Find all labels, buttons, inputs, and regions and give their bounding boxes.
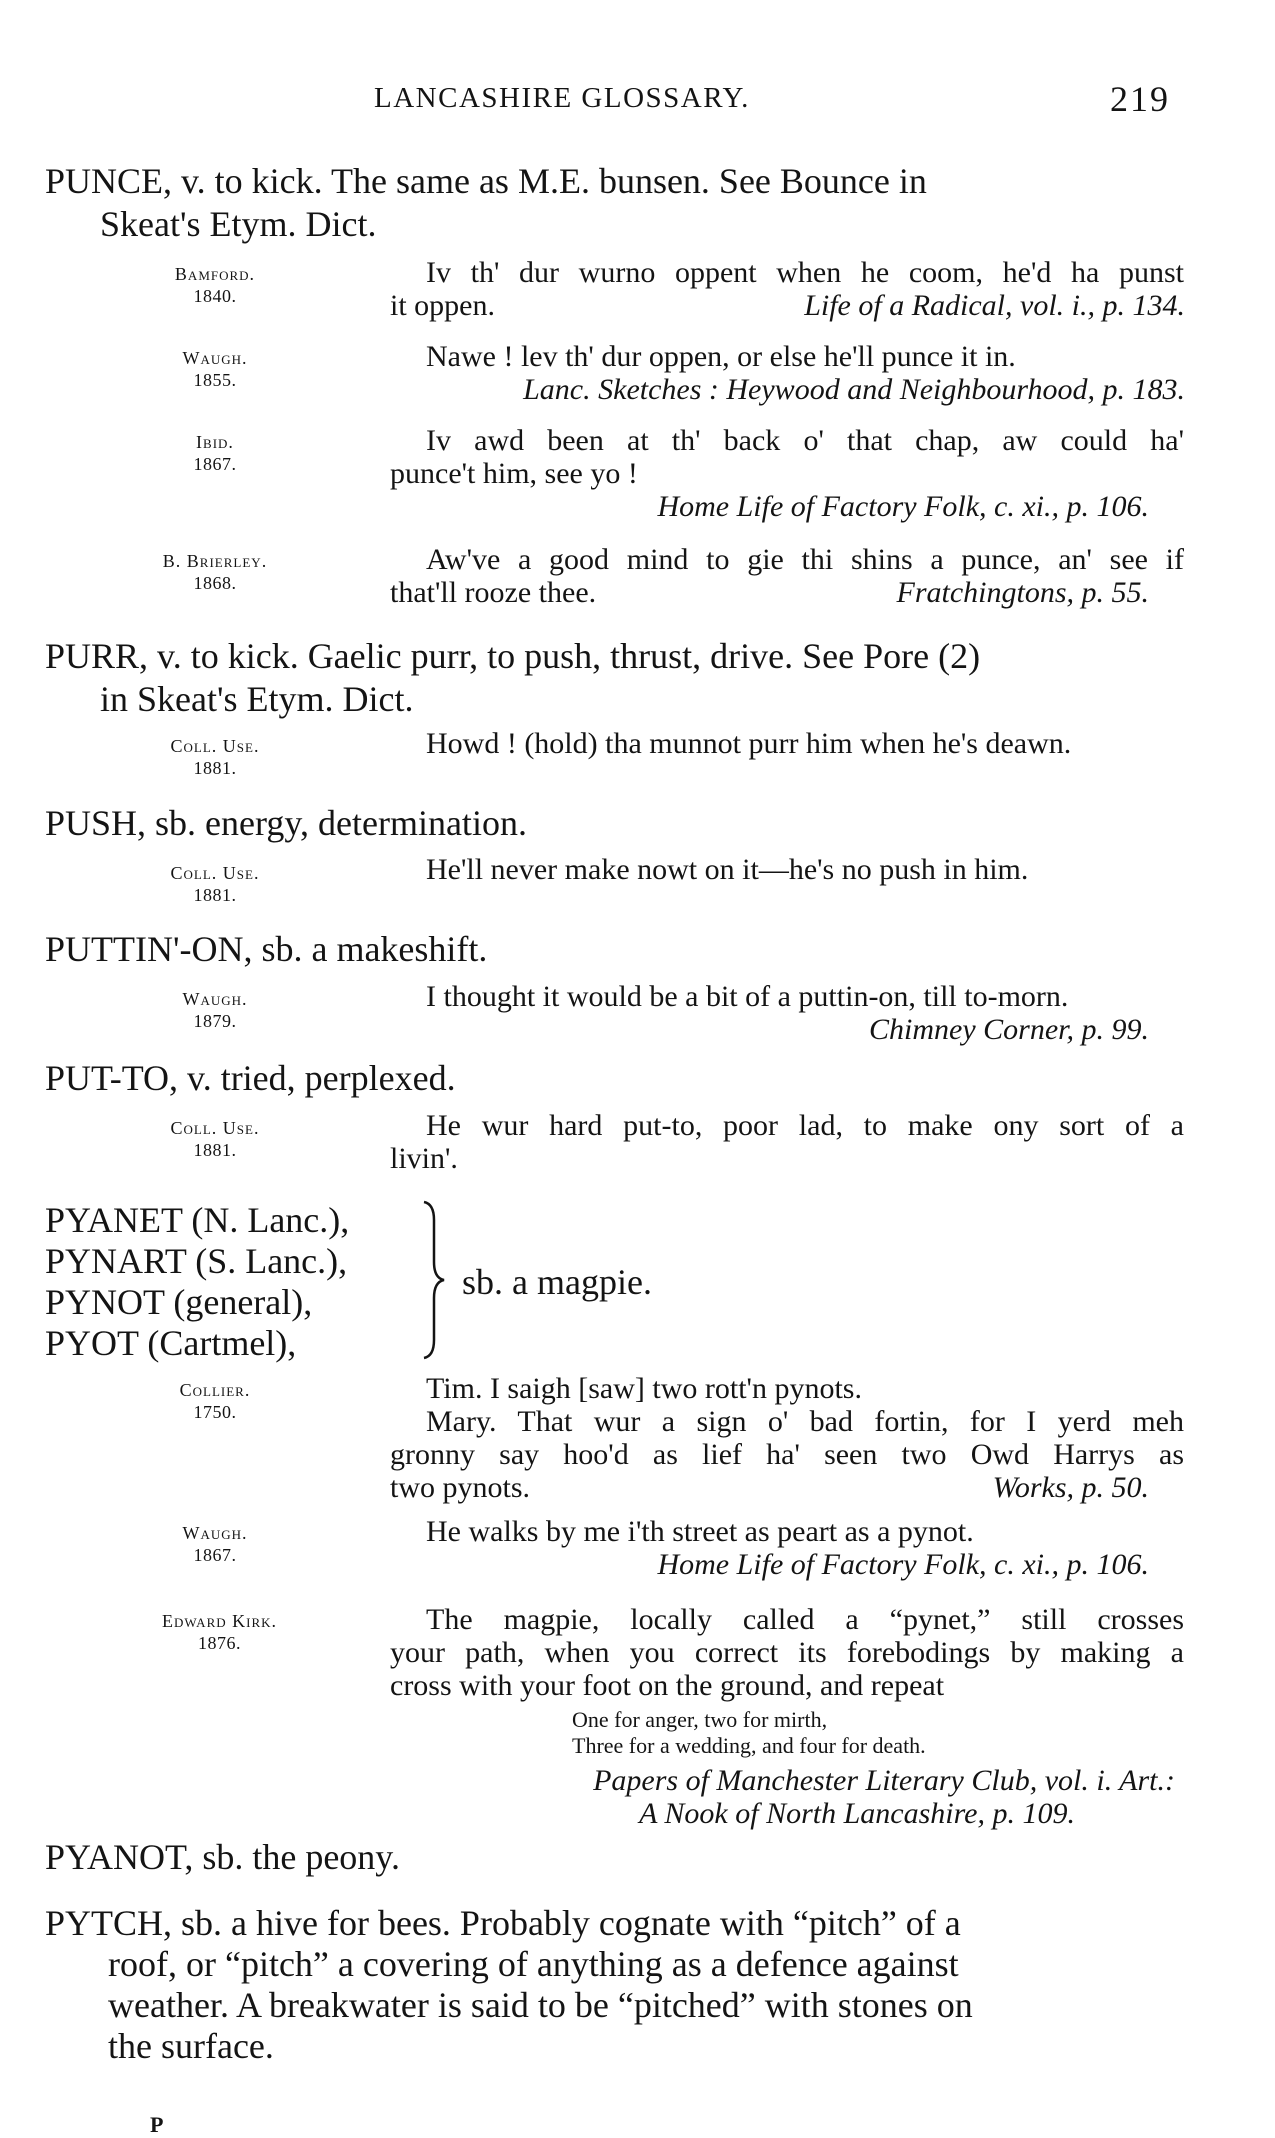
running-title: LANCASHIRE GLOSSARY. (374, 82, 750, 114)
source-year: 1855. (193, 370, 237, 390)
entry-pytch-definition-continued: roof, or “pitch” a covering of anything as a defence against (108, 1944, 959, 1984)
entry-pyanet-headword: PYANET (N. Lanc.), (45, 1200, 350, 1240)
citation: Life of a Radical, vol. i., p. 134. (804, 289, 1185, 322)
source-label (120, 550, 310, 594)
entry-pyanot-headword-line: PYANOT, sb. the peony. (45, 1837, 400, 1877)
source-author: Waugh. (182, 989, 248, 1009)
quote-line: Nawe ! lev th' dur oppen, or else he'll punce it in. (426, 340, 1016, 373)
citation: A Nook of North Lancashire, p. 109. (639, 1797, 1075, 1830)
source-label (140, 1522, 290, 1566)
entry-pytch-definition-continued: weather. A breakwater is said to be “pitched” with stones on (108, 1985, 973, 2025)
source-author: Waugh. (182, 1523, 248, 1543)
source-author: Ibid. (196, 432, 234, 452)
citation: Works, p. 50. (992, 1471, 1149, 1504)
entry-pynot-headword: PYNOT (general), (45, 1282, 313, 1322)
source-year: 1881. (193, 758, 237, 778)
quote-line: livin'. (390, 1142, 458, 1175)
quote-line: He walks by me i'th street as peart as a pynot. (426, 1515, 974, 1548)
quote-line: gronny say hoo'd as lief ha' seen two Owd Harrys as (390, 1438, 1184, 1471)
verse-line: Three for a wedding, and four for death. (572, 1733, 926, 1758)
source-year: 1879. (193, 1011, 237, 1031)
quote-line: Howd ! (hold) tha munnot purr him when he's deawn. (426, 727, 1072, 760)
entry-pytch-definition-continued: the surface. (108, 2026, 274, 2066)
entry-punce-headword-line: PUNCE, v. to kick. The same as M.E. bunsen. See Bounce in (45, 161, 927, 201)
entry-pynart-headword: PYNART (S. Lanc.), (45, 1241, 348, 1281)
citation-title: Papers of Manchester Literary Club, vol. i. Art.: (593, 1764, 1175, 1797)
source-label (112, 1610, 327, 1654)
entry-purr-headword-line: PURR, v. to kick. Gaelic purr, to push, thrust, drive. See Pore (2) (45, 636, 981, 676)
verse-line: One for anger, two for mirth, (572, 1707, 828, 1732)
source-year: 1868. (193, 573, 237, 593)
source-label (125, 862, 305, 906)
quote-line: Aw've a good mind to gie thi shins a punce, an' see if (426, 543, 1184, 576)
quote-line: Tim. I saigh [saw] two rott'n pynots. (426, 1372, 862, 1405)
entry-put-to-headword-line: PUT-TO, v. tried, perplexed. (45, 1058, 456, 1098)
source-author: Edward Kirk. (161, 1611, 278, 1631)
quote-line: Iv awd been at th' back o' that chap, aw could ha' (426, 424, 1184, 457)
citation (593, 1764, 1175, 1797)
quote-line: punce't him, see yo ! (390, 457, 638, 490)
source-label (140, 988, 290, 1032)
source-year: 1881. (193, 1140, 237, 1160)
source-label (140, 347, 290, 391)
citation: Fratchingtons, p. 55. (896, 576, 1149, 609)
quote-line: He'll never make nowt on it—he's no push in him. (426, 853, 1029, 886)
quote-line: Iv th' dur wurno oppent when he coom, he'd ha punst (426, 256, 1184, 289)
brace-icon (418, 1200, 448, 1360)
page-header (0, 79, 1275, 122)
source-year: 1867. (193, 1545, 237, 1565)
source-label (140, 1379, 290, 1423)
citation: Home Life of Factory Folk, c. xi., p. 106. (657, 1548, 1149, 1581)
quote-line: two pynots. (390, 1471, 531, 1504)
quote-line: Mary. That wur a sign o' bad fortin, for I yerd meh (426, 1405, 1184, 1438)
source-author: Bamford. (174, 264, 256, 284)
source-year: 1876. (198, 1633, 241, 1653)
quote-line: I thought it would be a bit of a puttin-on, till to-morn. (426, 980, 1069, 1013)
entry-purr-definition-continued: in Skeat's Etym. Dict. (100, 679, 414, 719)
source-author: Coll. Use. (170, 1118, 260, 1138)
source-year: 1881. (193, 885, 237, 905)
citation: Lanc. Sketches : Heywood and Neighbourhood, p. 183. (523, 373, 1185, 406)
entry-push-headword-line: PUSH, sb. energy, determination. (45, 803, 527, 843)
quote-line: cross with your foot on the ground, and repeat (390, 1669, 945, 1702)
source-year: 1867. (193, 454, 237, 474)
source-author: Coll. Use. (170, 863, 260, 883)
source-year: 1840. (193, 286, 237, 306)
entry-puttin-on-headword-line: PUTTIN'-ON, sb. a makeshift. (45, 929, 488, 969)
quote-line: The magpie, locally called a “pynet,” still crosses (426, 1603, 1184, 1636)
entry-pytch-headword-line: PYTCH, sb. a hive for bees. Probably cognate with “pitch” of a (45, 1903, 961, 1943)
source-author: Collier. (179, 1380, 251, 1400)
source-label (140, 431, 290, 475)
source-author: Waugh. (182, 348, 248, 368)
source-label (125, 1117, 305, 1161)
entry-magpie-definition: sb. a magpie. (462, 1262, 652, 1302)
entry-punce-definition-continued: Skeat's Etym. Dict. (100, 204, 377, 244)
quote-line: He wur hard put-to, poor lad, to make ony sort of a (426, 1109, 1184, 1142)
source-author: B. Brierley. (162, 551, 268, 571)
citation: Home Life of Factory Folk, c. xi., p. 106. (657, 490, 1149, 523)
printer-signature-mark: P (150, 2112, 164, 2137)
source-author: Coll. Use. (170, 736, 260, 756)
source-label (125, 735, 305, 779)
source-year: 1750. (193, 1402, 237, 1422)
entry-pyot-headword: PYOT (Cartmel), (45, 1323, 297, 1363)
quote-line: it oppen. (390, 289, 495, 322)
quote-line: that'll rooze thee. (390, 576, 597, 609)
quote-line: your path, when you correct its forebodings by making a (390, 1636, 1184, 1669)
source-label (140, 263, 290, 307)
page-number: 219 (1110, 79, 1170, 119)
citation: Chimney Corner, p. 99. (869, 1013, 1149, 1046)
